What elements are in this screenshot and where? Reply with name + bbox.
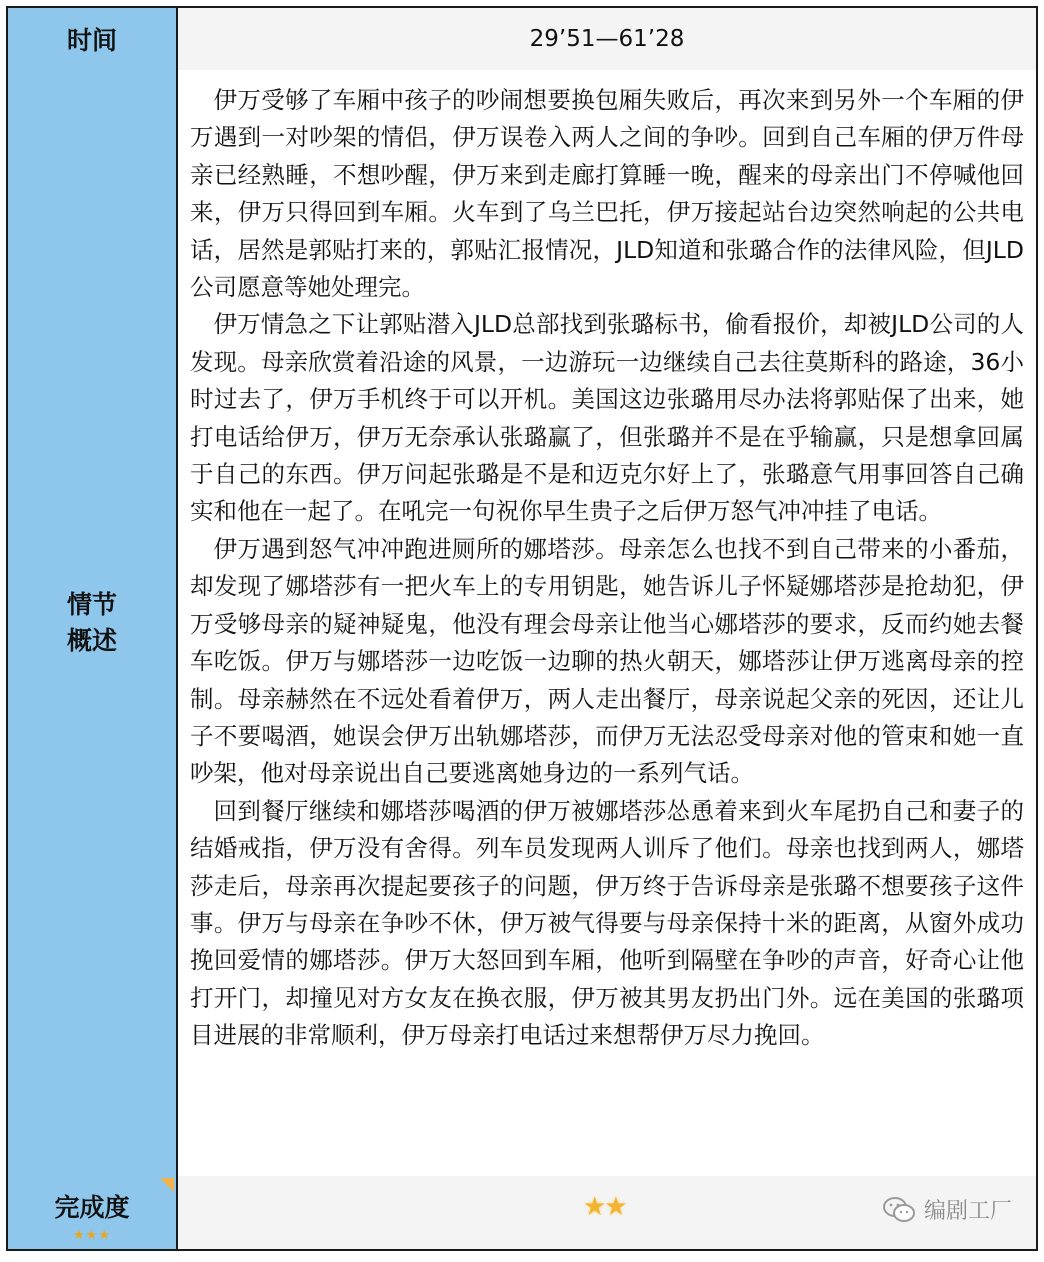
completion-label-cell bbox=[8, 1176, 178, 1249]
watermark-text: 编剧工厂 bbox=[923, 1199, 1012, 1224]
completion-value bbox=[178, 1176, 1036, 1249]
plot-label-line1: 情节 bbox=[66, 590, 117, 619]
completion-label: 完成度 bbox=[54, 1193, 130, 1222]
wechat-icon bbox=[882, 1195, 916, 1225]
time-row bbox=[8, 8, 1036, 72]
plot-row bbox=[8, 70, 1036, 1178]
plot-summary bbox=[178, 70, 1036, 1176]
synopsis-table bbox=[6, 6, 1038, 1251]
time-value: 29’51—61’28 bbox=[178, 8, 1036, 70]
plot-paragraph-3: 伊万遇到怒气冲冲跑进厕所的娜塔莎。母亲怎么也找不到自己带来的小番茄，却发现了娜塔莎有一把火车上的专用钥匙，她告诉儿子怀疑娜塔莎是抢劫犯，伊万受够母亲的疑神疑鬼，他没有理会母亲让他当心娜塔莎的要求，反而约她去餐车吃饭。伊万与娜塔莎一边吃饭一边聊的热火朝天，娜塔莎让伊万逃离母亲的控制。母亲赫然在不远处看着伊万，两人走出餐厅，母亲说起父亲的死因，还让儿子不要喝酒，她误会伊万出轨娜塔莎，而伊万无法忍受母亲对他的管束和她一直吵架，他对母亲说出自己要逃离她身边的一系列气话。 bbox=[190, 534, 1024, 788]
plot-label bbox=[8, 70, 178, 1176]
time-label: 时间 bbox=[8, 8, 178, 70]
plot-paragraph-4: 回到餐厅继续和娜塔莎喝酒的伊万被娜塔莎怂恿着来到火车尾扔自己和妻子的结婚戒指，伊万没有舍得。列车员发现两人训斥了他们。母亲也找到两人，娜塔莎走后，母亲再次提起要孩子的问题，伊万终于告诉母亲是张璐不想要孩子这件事。伊万与母亲在争吵不休，伊万被气得要与母亲保持十米的距离，从窗外成功挽回爱情的娜塔莎。伊万大怒回到车厢，他听到隔壁在争吵的声音，好奇心让他打开门，却撞见对方女友在换衣服，伊万被其男友扔出门外。远在美国的张璐项目进展的非常顺利，伊万母亲打电话过来想帮伊万尽力挽回。 bbox=[190, 796, 1024, 1050]
plot-label-line2: 概述 bbox=[66, 626, 117, 655]
rating-stars-icon: ★★ bbox=[583, 1192, 626, 1222]
small-stars-icon: ★★★ bbox=[73, 1228, 111, 1243]
watermark bbox=[882, 1194, 1012, 1225]
completion-row bbox=[8, 1176, 1036, 1249]
plot-paragraph-1: 伊万受够了车厢中孩子的吵闹想要换包厢失败后，再次来到另外一个车厢的伊万遇到一对吵架的情侣，伊万误卷入两人之间的争吵。回到自己车厢的伊万件母亲已经熟睡，不想吵醒，伊万来到走廊打算睡一晚，醒来的母亲出门不停喊他回来，伊万只得回到车厢。火车到了乌兰巴托，伊万接起站台边突然响起的公共电话，居然是郭贴打来的，郭贴汇报情况，JLD知道和张璐合作的法律风险，但JLD公司愿意等她处理完。 bbox=[190, 86, 1024, 302]
corner-fold-icon bbox=[160, 1178, 174, 1192]
plot-paragraph-2: 伊万情急之下让郭贴潜入JLD总部找到张璐标书，偷看报价，却被JLD公司的人发现。母亲欣赏着沿途的风景，一边游玩一边继续自己去往莫斯科的路途，36小时过去了，伊万手机终于可以开机。美国这边张璐用尽办法将郭贴保了出来，她打电话给伊万，伊万无奈承认张璐赢了，但张璐并不是在乎输赢，只是想拿回属于自己的东西。伊万问起张璐是不是和迈克尔好上了，张璐意气用事回答自己确实和他在一起了。在吼完一句祝你早生贵子之后伊万怒气冲冲挂了电话。 bbox=[190, 310, 1024, 526]
